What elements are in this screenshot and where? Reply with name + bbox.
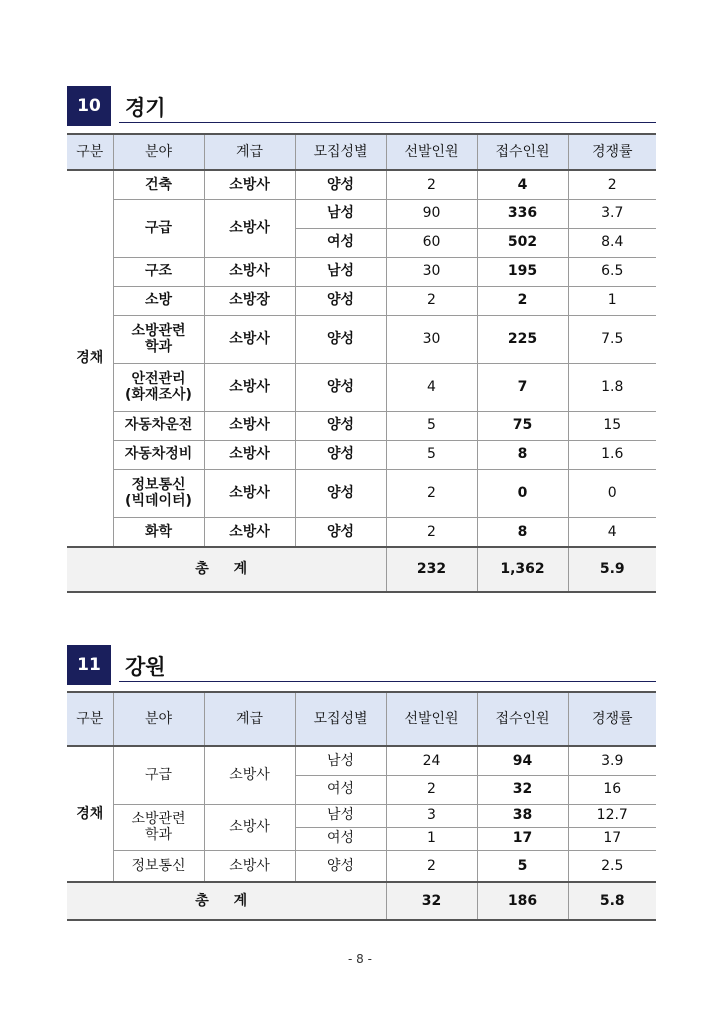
total-row <box>67 547 656 592</box>
gender-cell: 남성 <box>295 746 386 775</box>
selected-cell: 30 <box>386 315 477 363</box>
gender-cell: 양성 <box>295 315 386 363</box>
field-cell <box>113 804 204 850</box>
page-number: - 8 - <box>348 952 372 966</box>
gender-cell: 남성 <box>295 199 386 228</box>
field-cell: 화학 <box>113 517 204 547</box>
applied-cell: 0 <box>477 469 568 517</box>
ratio-cell: 3.9 <box>568 746 656 775</box>
applied-cell: 75 <box>477 411 568 440</box>
applied-cell: 336 <box>477 199 568 228</box>
rank-cell: 소방사 <box>204 363 295 411</box>
rank-cell: 소방사 <box>204 199 295 257</box>
header-applied: 접수인원 <box>477 692 568 746</box>
section-number-badge: 11 <box>67 645 111 685</box>
gender-cell: 양성 <box>295 286 386 315</box>
gender-cell: 양성 <box>295 850 386 882</box>
field-cell: 건축 <box>113 170 204 199</box>
header-gender: 모집성별 <box>295 692 386 746</box>
table-row <box>67 363 656 411</box>
field-cell <box>113 469 204 517</box>
ratio-cell: 0 <box>568 469 656 517</box>
selected-cell: 5 <box>386 440 477 469</box>
field-line: 정보통신 <box>131 476 186 493</box>
selected-cell: 30 <box>386 257 477 286</box>
ratio-cell: 2.5 <box>568 850 656 882</box>
rank-cell: 소방사 <box>204 257 295 286</box>
total-selected: 32 <box>386 882 477 920</box>
gender-cell: 여성 <box>295 228 386 257</box>
ratio-cell: 6.5 <box>568 257 656 286</box>
header-gender: 모집성별 <box>295 134 386 170</box>
section-10-header <box>67 86 656 126</box>
total-applied: 1,362 <box>477 547 568 592</box>
applied-cell: 8 <box>477 517 568 547</box>
selected-cell: 90 <box>386 199 477 228</box>
ratio-cell: 4 <box>568 517 656 547</box>
ratio-cell: 7.5 <box>568 315 656 363</box>
header-field: 분야 <box>113 134 204 170</box>
table-row <box>67 286 656 315</box>
applied-cell: 8 <box>477 440 568 469</box>
table-row <box>67 804 656 827</box>
selected-cell: 4 <box>386 363 477 411</box>
header-rank: 계급 <box>204 692 295 746</box>
field-cell: 구급 <box>113 199 204 257</box>
section-number-badge: 10 <box>67 86 111 126</box>
section-title: 강원 <box>125 655 166 679</box>
selected-cell: 2 <box>386 775 477 804</box>
gender-cell: 남성 <box>295 257 386 286</box>
field-line: 학과 <box>144 339 173 355</box>
ratio-cell: 16 <box>568 775 656 804</box>
selected-cell: 3 <box>386 804 477 827</box>
header-gubun: 구분 <box>67 134 113 170</box>
total-row <box>67 882 656 920</box>
selected-cell: 24 <box>386 746 477 775</box>
gangwon-table <box>67 691 656 921</box>
field-line: 소방관련 <box>131 810 186 827</box>
header-selected: 선발인원 <box>386 134 477 170</box>
gender-cell: 남성 <box>295 804 386 827</box>
gender-cell: 양성 <box>295 517 386 547</box>
selected-cell: 2 <box>386 469 477 517</box>
gyeonggi-table <box>67 133 656 593</box>
rank-cell: 소방사 <box>204 517 295 547</box>
table-row <box>67 850 656 882</box>
field-line: 안전관리 <box>131 370 186 387</box>
field-line: (빅데이터) <box>125 493 192 509</box>
header-rank: 계급 <box>204 134 295 170</box>
table-row <box>67 199 656 228</box>
applied-cell: 4 <box>477 170 568 199</box>
table-row <box>67 517 656 547</box>
gender-cell: 양성 <box>295 440 386 469</box>
applied-cell: 38 <box>477 804 568 827</box>
table-row <box>67 257 656 286</box>
ratio-cell: 1.6 <box>568 440 656 469</box>
header-gubun: 구분 <box>67 692 113 746</box>
ratio-cell: 1.8 <box>568 363 656 411</box>
total-applied: 186 <box>477 882 568 920</box>
header-ratio: 경쟁률 <box>568 692 656 746</box>
gender-cell: 여성 <box>295 827 386 850</box>
selected-cell: 2 <box>386 850 477 882</box>
group-label: 경채 <box>67 746 113 882</box>
field-cell: 구급 <box>113 746 204 804</box>
field-cell: 자동차정비 <box>113 440 204 469</box>
rank-cell: 소방사 <box>204 411 295 440</box>
header-field: 분야 <box>113 692 204 746</box>
table-row <box>67 170 656 199</box>
total-label: 총 계 <box>67 882 386 920</box>
applied-cell: 7 <box>477 363 568 411</box>
header-selected: 선발인원 <box>386 692 477 746</box>
rank-cell: 소방사 <box>204 469 295 517</box>
rank-cell: 소방사 <box>204 746 295 804</box>
applied-cell: 94 <box>477 746 568 775</box>
rank-cell: 소방사 <box>204 850 295 882</box>
total-ratio: 5.9 <box>568 547 656 592</box>
total-ratio: 5.8 <box>568 882 656 920</box>
rank-cell: 소방사 <box>204 440 295 469</box>
field-line: 학과 <box>144 827 173 843</box>
gender-cell: 양성 <box>295 469 386 517</box>
table-row <box>67 469 656 517</box>
header-applied: 접수인원 <box>477 134 568 170</box>
ratio-cell: 1 <box>568 286 656 315</box>
rank-cell: 소방사 <box>204 804 295 850</box>
gender-cell: 양성 <box>295 363 386 411</box>
ratio-cell: 15 <box>568 411 656 440</box>
field-cell: 정보통신 <box>113 850 204 882</box>
section-underline <box>119 122 656 123</box>
field-cell <box>113 315 204 363</box>
selected-cell: 2 <box>386 517 477 547</box>
applied-cell: 195 <box>477 257 568 286</box>
section-11-header <box>67 645 656 685</box>
table-row <box>67 315 656 363</box>
field-cell: 자동차운전 <box>113 411 204 440</box>
gender-cell: 여성 <box>295 775 386 804</box>
table-row <box>67 411 656 440</box>
ratio-cell: 8.4 <box>568 228 656 257</box>
gender-cell: 양성 <box>295 170 386 199</box>
group-label: 경채 <box>67 170 113 547</box>
rank-cell: 소방사 <box>204 170 295 199</box>
table-row <box>67 440 656 469</box>
ratio-cell: 17 <box>568 827 656 850</box>
field-cell <box>113 363 204 411</box>
applied-cell: 2 <box>477 286 568 315</box>
rank-cell: 소방장 <box>204 286 295 315</box>
field-cell: 소방 <box>113 286 204 315</box>
applied-cell: 502 <box>477 228 568 257</box>
field-cell: 구조 <box>113 257 204 286</box>
applied-cell: 225 <box>477 315 568 363</box>
ratio-cell: 12.7 <box>568 804 656 827</box>
section-title: 경기 <box>125 96 166 120</box>
selected-cell: 2 <box>386 170 477 199</box>
total-selected: 232 <box>386 547 477 592</box>
header-ratio: 경쟁률 <box>568 134 656 170</box>
selected-cell: 2 <box>386 286 477 315</box>
selected-cell: 60 <box>386 228 477 257</box>
applied-cell: 32 <box>477 775 568 804</box>
rank-cell: 소방사 <box>204 315 295 363</box>
field-line: 소방관련 <box>131 322 186 339</box>
table-row <box>67 746 656 775</box>
selected-cell: 5 <box>386 411 477 440</box>
ratio-cell: 2 <box>568 170 656 199</box>
gender-cell: 양성 <box>295 411 386 440</box>
selected-cell: 1 <box>386 827 477 850</box>
ratio-cell: 3.7 <box>568 199 656 228</box>
applied-cell: 5 <box>477 850 568 882</box>
total-label: 총 계 <box>67 547 386 592</box>
applied-cell: 17 <box>477 827 568 850</box>
section-underline <box>119 681 656 682</box>
field-line: (화재조사) <box>125 387 192 403</box>
